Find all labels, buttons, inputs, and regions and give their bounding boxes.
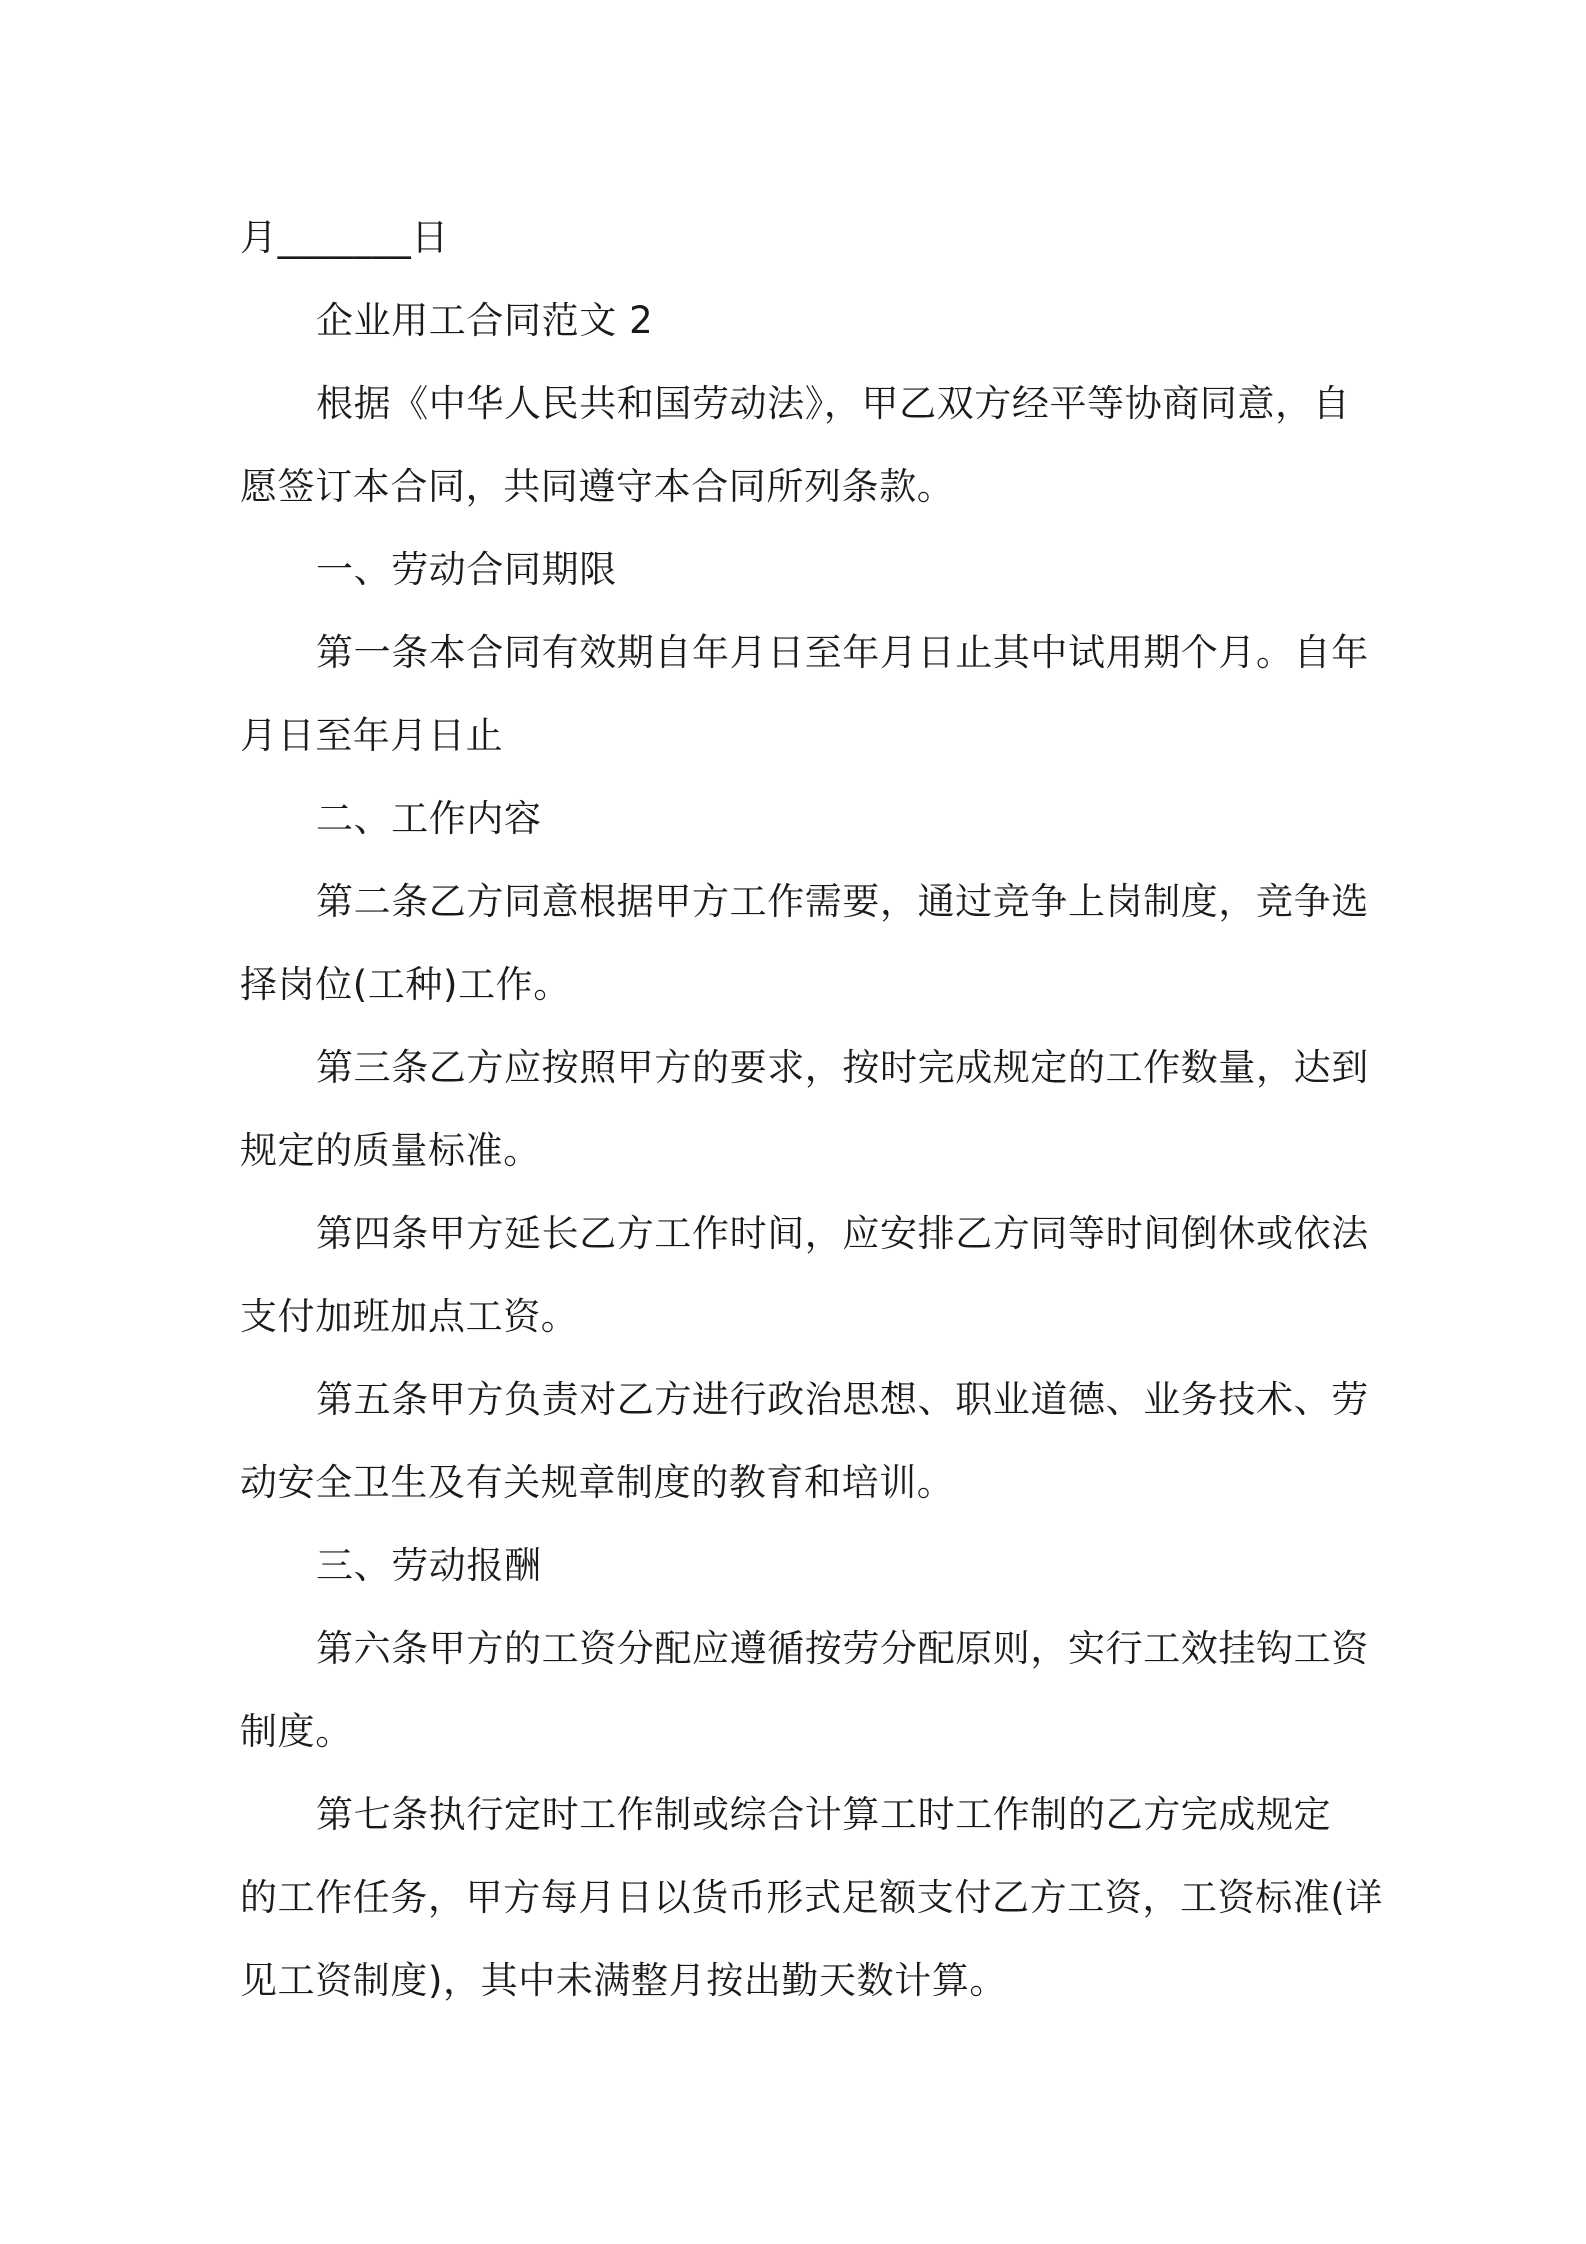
paragraph-line: 第一条本合同有效期自年月日至年月日止其中试用期个月。自年	[316, 631, 1369, 674]
document-body	[240, 196, 1384, 2022]
paragraph-line: 动安全卫生及有关规章制度的教育和培训。	[240, 1461, 955, 1504]
section-heading: 三、劳动报酬	[316, 1544, 542, 1587]
paragraph-line: 择岗位(工种)工作。	[240, 963, 571, 1006]
section-heading: 一、劳动合同期限	[316, 548, 617, 591]
paragraph-line: 第三条乙方应按照甲方的要求，按时完成规定的工作数量，达到	[316, 1046, 1369, 1089]
paragraph-line: 根据《中华人民共和国劳动法》，甲乙双方经平等协商同意，自	[316, 382, 1351, 425]
paragraph-line: 的工作任务，甲方每月日以货币形式足额支付乙方工资，工资标准(详	[240, 1876, 1384, 1919]
paragraph-line: 规定的质量标准。	[240, 1129, 541, 1172]
paragraph-line: 制度。	[240, 1710, 353, 1753]
paragraph-line: 月日至年月日止	[240, 714, 504, 757]
paragraph-line: 见工资制度)，其中未满整月按出勤天数计算。	[240, 1959, 1008, 2002]
date-line: 月_______日	[240, 216, 449, 259]
paragraph-line: 第六条甲方的工资分配应遵循按劳分配原则，实行工效挂钩工资	[316, 1627, 1369, 1670]
section-heading: 企业用工合同范文 2	[316, 299, 654, 342]
paragraph-line: 第二条乙方同意根据甲方工作需要，通过竞争上岗制度，竞争选	[316, 880, 1369, 923]
paragraph-line: 第五条甲方负责对乙方进行政治思想、职业道德、业务技术、劳	[316, 1378, 1369, 1421]
paragraph-line: 愿签订本合同，共同遵守本合同所列条款。	[240, 465, 955, 508]
paragraph-line: 第四条甲方延长乙方工作时间，应安排乙方同等时间倒休或依法	[316, 1212, 1369, 1255]
paragraph-line: 第七条执行定时工作制或综合计算工时工作制的乙方完成规定	[316, 1793, 1332, 1836]
section-heading: 二、工作内容	[316, 797, 542, 840]
paragraph-line: 支付加班加点工资。	[240, 1295, 579, 1338]
